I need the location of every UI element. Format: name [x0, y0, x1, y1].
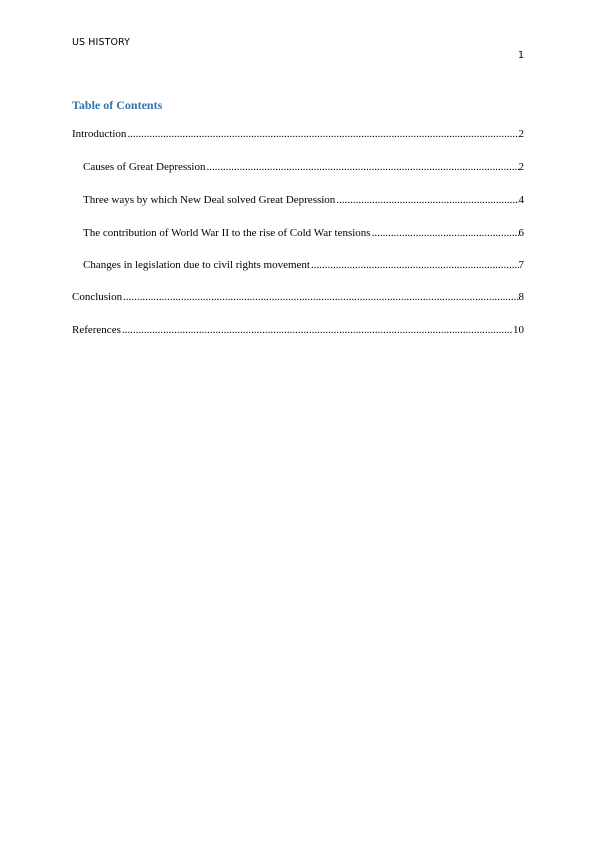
toc-entry-label: The contribution of World War II to the rise of Cold War tensions	[83, 227, 371, 239]
toc-title: Table of Contents	[72, 98, 163, 112]
dot-leader	[207, 160, 519, 174]
running-head: US HISTORY	[72, 37, 131, 48]
toc-entry-page: 10	[513, 324, 524, 336]
dot-leader	[123, 290, 518, 304]
toc-entry-civil-rights[interactable]	[83, 258, 524, 272]
toc-entry-page: 4	[518, 194, 524, 206]
toc-entry-references[interactable]	[72, 323, 524, 337]
dot-leader	[372, 226, 519, 240]
toc-entry-label: Three ways by which New Deal solved Great Depression	[83, 194, 336, 206]
toc-entry-label: Conclusion	[72, 291, 123, 303]
dot-leader	[127, 127, 518, 141]
toc-entry-page: 2	[518, 128, 524, 140]
toc-entry-page: 6	[518, 227, 524, 239]
toc-entry-label: Causes of Great Depression	[83, 161, 206, 173]
toc-entry-page: 2	[518, 161, 524, 173]
toc-entry-page: 7	[518, 259, 524, 271]
toc-entry-causes-of-great-depression[interactable]	[83, 160, 524, 174]
dot-leader	[336, 193, 518, 207]
toc-entry-introduction[interactable]	[72, 127, 524, 141]
toc-entry-label: Changes in legislation due to civil rights movement	[83, 259, 310, 271]
dot-leader	[311, 258, 519, 272]
toc-entry-new-deal[interactable]	[83, 193, 524, 207]
toc-entry-page: 8	[518, 291, 524, 303]
toc-entry-conclusion[interactable]	[72, 290, 524, 304]
dot-leader	[122, 323, 513, 337]
toc-entry-label: References	[72, 324, 121, 336]
toc-entry-world-war-ii[interactable]	[83, 226, 524, 240]
toc-entry-label: Introduction	[72, 128, 127, 140]
page-number: 1	[517, 50, 524, 61]
